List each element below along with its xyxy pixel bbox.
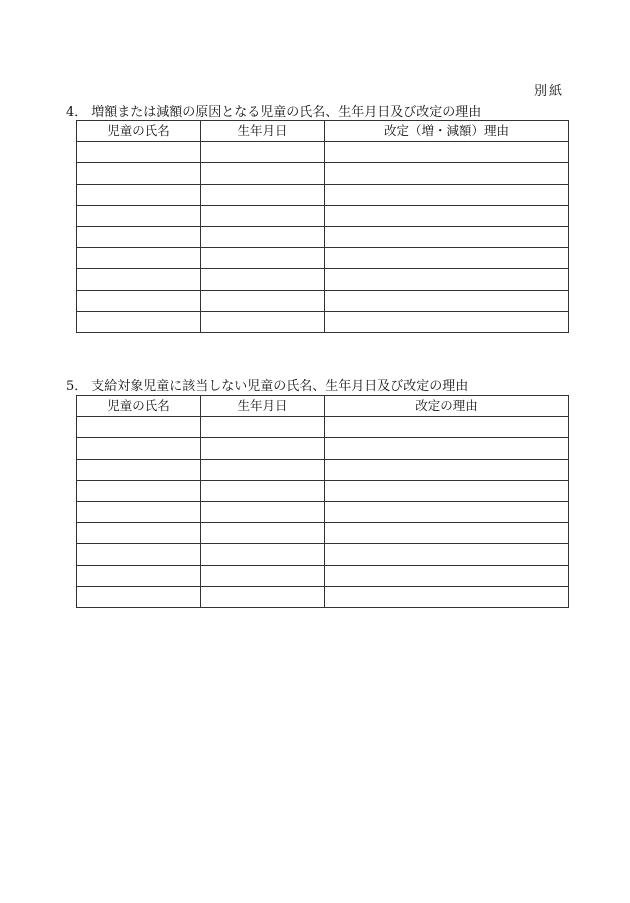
cell-reason[interactable]	[325, 438, 569, 459]
cell-child-name[interactable]	[77, 565, 201, 586]
cell-reason[interactable]	[325, 565, 569, 586]
cell-birthdate[interactable]	[201, 480, 325, 501]
section-4-title: 増額または減額の原因となる児童の氏名、生年月日及び改定の理由	[91, 105, 482, 120]
cell-birthdate[interactable]	[201, 459, 325, 480]
section-4-table	[76, 120, 569, 333]
table-row	[77, 417, 569, 438]
table-row	[77, 459, 569, 480]
cell-birthdate[interactable]	[201, 142, 325, 163]
cell-child-name[interactable]	[77, 311, 201, 332]
column-header-birthdate: 生年月日	[201, 396, 325, 417]
column-header-child-name: 児童の氏名	[77, 396, 201, 417]
cell-birthdate[interactable]	[201, 586, 325, 607]
cell-reason[interactable]	[325, 226, 569, 247]
cell-birthdate[interactable]	[201, 184, 325, 205]
section-5-table	[76, 395, 569, 608]
table-row	[77, 205, 569, 226]
cell-child-name[interactable]	[77, 501, 201, 522]
cell-child-name[interactable]	[77, 544, 201, 565]
cell-child-name[interactable]	[77, 163, 201, 184]
cell-child-name[interactable]	[77, 586, 201, 607]
table-row	[77, 586, 569, 607]
table-row	[77, 438, 569, 459]
cell-birthdate[interactable]	[201, 417, 325, 438]
cell-birthdate[interactable]	[201, 501, 325, 522]
cell-child-name[interactable]	[77, 523, 201, 544]
table-row	[77, 565, 569, 586]
table-body	[77, 417, 569, 608]
table-header-row	[77, 396, 569, 417]
cell-child-name[interactable]	[77, 226, 201, 247]
cell-birthdate[interactable]	[201, 205, 325, 226]
table-row	[77, 480, 569, 501]
table-row	[77, 269, 569, 290]
table-row	[77, 184, 569, 205]
cell-birthdate[interactable]	[201, 290, 325, 311]
cell-birthdate[interactable]	[201, 565, 325, 586]
cell-reason[interactable]	[325, 184, 569, 205]
cell-reason[interactable]	[325, 248, 569, 269]
cell-reason[interactable]	[325, 480, 569, 501]
table-row	[77, 163, 569, 184]
table-row	[77, 248, 569, 269]
section-4-heading	[66, 101, 481, 120]
cell-birthdate[interactable]	[201, 163, 325, 184]
cell-child-name[interactable]	[77, 417, 201, 438]
cell-child-name[interactable]	[77, 438, 201, 459]
cell-reason[interactable]	[325, 163, 569, 184]
cell-child-name[interactable]	[77, 269, 201, 290]
table-row	[77, 142, 569, 163]
section-5-title: 支給対象児童に該当しない児童の氏名、生年月日及び改定の理由	[91, 379, 469, 394]
cell-child-name[interactable]	[77, 480, 201, 501]
cell-reason[interactable]	[325, 417, 569, 438]
column-header-birthdate: 生年月日	[201, 121, 325, 142]
cell-child-name[interactable]	[77, 184, 201, 205]
table-row	[77, 523, 569, 544]
table-row	[77, 311, 569, 332]
cell-birthdate[interactable]	[201, 544, 325, 565]
cell-reason[interactable]	[325, 205, 569, 226]
section-5-heading	[66, 375, 468, 394]
cell-reason[interactable]	[325, 459, 569, 480]
cell-reason[interactable]	[325, 501, 569, 522]
cell-birthdate[interactable]	[201, 438, 325, 459]
attachment-label: 別紙	[533, 84, 564, 99]
table-row	[77, 226, 569, 247]
cell-reason[interactable]	[325, 142, 569, 163]
cell-birthdate[interactable]	[201, 248, 325, 269]
cell-birthdate[interactable]	[201, 226, 325, 247]
cell-child-name[interactable]	[77, 142, 201, 163]
cell-reason[interactable]	[325, 290, 569, 311]
table-row	[77, 290, 569, 311]
cell-reason[interactable]	[325, 586, 569, 607]
section-4-number: 4．	[66, 105, 88, 120]
column-header-child-name: 児童の氏名	[77, 121, 201, 142]
cell-birthdate[interactable]	[201, 311, 325, 332]
cell-reason[interactable]	[325, 269, 569, 290]
cell-birthdate[interactable]	[201, 523, 325, 544]
cell-child-name[interactable]	[77, 459, 201, 480]
table-row	[77, 544, 569, 565]
table-header-row	[77, 121, 569, 142]
cell-reason[interactable]	[325, 544, 569, 565]
cell-child-name[interactable]	[77, 248, 201, 269]
column-header-reason: 改定（増・減額）理由	[325, 121, 569, 142]
table-row	[77, 501, 569, 522]
cell-birthdate[interactable]	[201, 269, 325, 290]
column-header-reason: 改定の理由	[325, 396, 569, 417]
cell-child-name[interactable]	[77, 205, 201, 226]
cell-reason[interactable]	[325, 311, 569, 332]
cell-child-name[interactable]	[77, 290, 201, 311]
section-5-number: 5．	[66, 379, 88, 394]
table-body	[77, 142, 569, 333]
cell-reason[interactable]	[325, 523, 569, 544]
